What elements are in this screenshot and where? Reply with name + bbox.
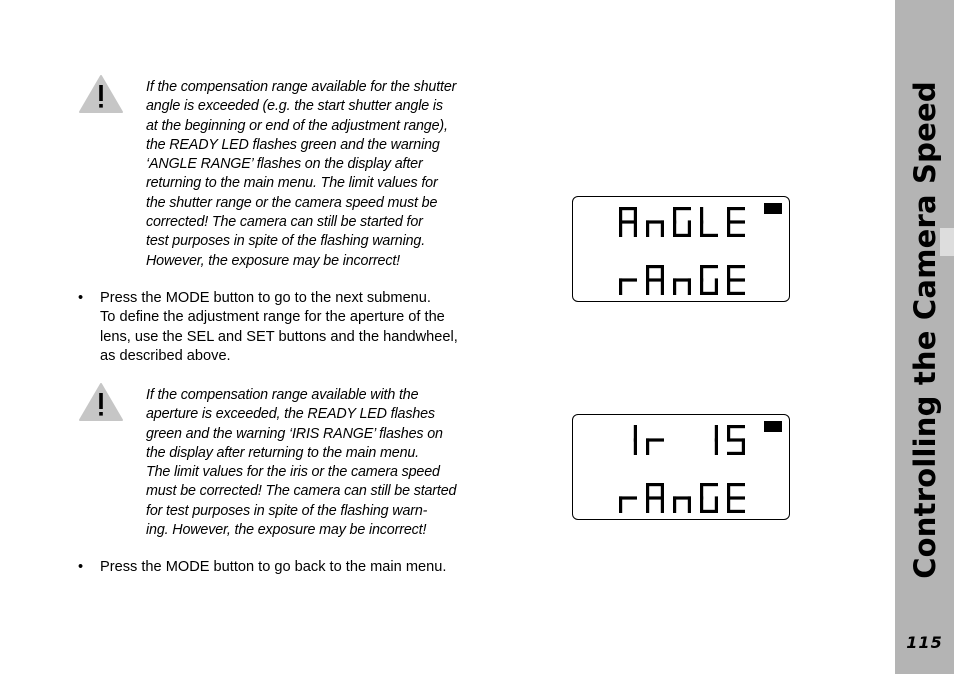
bullet-marker: • [78,559,84,575]
lcd-segment [742,438,745,455]
text-line: the shutter range or the camera speed must be [146,194,438,211]
lcd-segment [700,496,703,513]
text-line: If the compensation range available for the shutter [146,79,457,95]
text-line: ing. However, the exposure may be incorrect! [146,522,427,539]
lcd-indicator-block [764,421,782,432]
lcd-segment [700,278,703,295]
lcd-segment [619,496,622,513]
text-line: for test purposes in spite of the flashing warn- [146,502,428,519]
bullet-main-menu [78,558,478,577]
lcd-segment [661,496,664,513]
lcd-display-angle-range [572,196,790,302]
text-line: The limit values for the iris or the camera speed [146,464,440,481]
text-line: must be corrected! The camera can still be started [146,483,457,500]
lcd-segment [688,220,691,237]
lcd-segment [661,278,664,295]
chapter-tab-marker [940,228,954,256]
lcd-display-iris-range [572,414,790,520]
warning-triangle-icon [78,74,124,114]
chapter-title: Controlling the Camera Speed [908,81,942,579]
text-line: as described above. [100,347,231,364]
text-line: the READY LED flashes green and the warning [146,136,440,153]
lcd-segment [700,220,703,237]
lcd-segment [646,496,649,513]
lcd-segment [634,220,637,237]
page-number: 115 [906,633,943,652]
lcd-row-1 [619,207,745,237]
lcd-segment [673,496,676,513]
lcd-segment [646,438,649,455]
lcd-segment [727,425,730,442]
bullet-next-submenu [78,289,478,366]
text-line: To define the adjustment range for the aperture of the [100,309,445,326]
text-line: lens, use the SEL and SET buttons and the handwheel, [100,328,458,345]
lcd-row-2 [619,265,745,295]
lcd-segment [727,278,730,295]
lcd-segment [715,438,718,455]
lcd-segment [688,496,691,513]
lcd-segment [673,278,676,295]
text-line: test purposes in spite of the flashing warning. [146,233,426,250]
text-line: However, the exposure may be incorrect! [146,252,401,269]
lcd-segment [646,220,649,237]
text-line: returning to the main menu. The limit values for [146,175,438,192]
text-line: aperture is exceeded, the READY LED flashes [146,406,435,423]
lcd-segment [646,278,649,295]
lcd-segments [573,197,791,303]
lcd-segments [573,415,791,521]
lcd-indicator-block [764,203,782,214]
lcd-segment [727,220,730,237]
text-line: at the beginning or end of the adjustment range), [146,117,448,134]
text-line: ‘ANGLE RANGE’ flashes on the display after [146,156,423,173]
text-line: Press the MODE button to go back to the main menu. [100,559,447,575]
lcd-segment [727,496,730,513]
lcd-row-1 [634,425,745,455]
lcd-segment [619,278,622,295]
text-line: corrected! The camera can still be started for [146,214,423,231]
lcd-segment [619,220,622,237]
warning-text-iris [146,386,476,540]
lcd-segment [673,220,676,237]
lcd-segment [661,220,664,237]
lcd-segment [688,278,691,295]
text-line: angle is exceeded (e.g. the start shutter angle is [146,98,443,115]
lcd-segment [634,438,637,455]
text-line: If the compensation range available with the [146,387,419,403]
lcd-segment [715,278,718,295]
text-line: Press the MODE button to go to the next submenu. [100,290,431,306]
lcd-row-2 [619,483,745,513]
text-line: green and the warning ‘IRIS RANGE’ flashes on [146,425,443,442]
text-line: the display after returning to the main menu. [146,444,419,461]
warning-text-shutter [146,78,476,271]
lcd-segment [715,496,718,513]
warning-triangle-icon [78,382,124,422]
bullet-marker: • [78,290,84,306]
